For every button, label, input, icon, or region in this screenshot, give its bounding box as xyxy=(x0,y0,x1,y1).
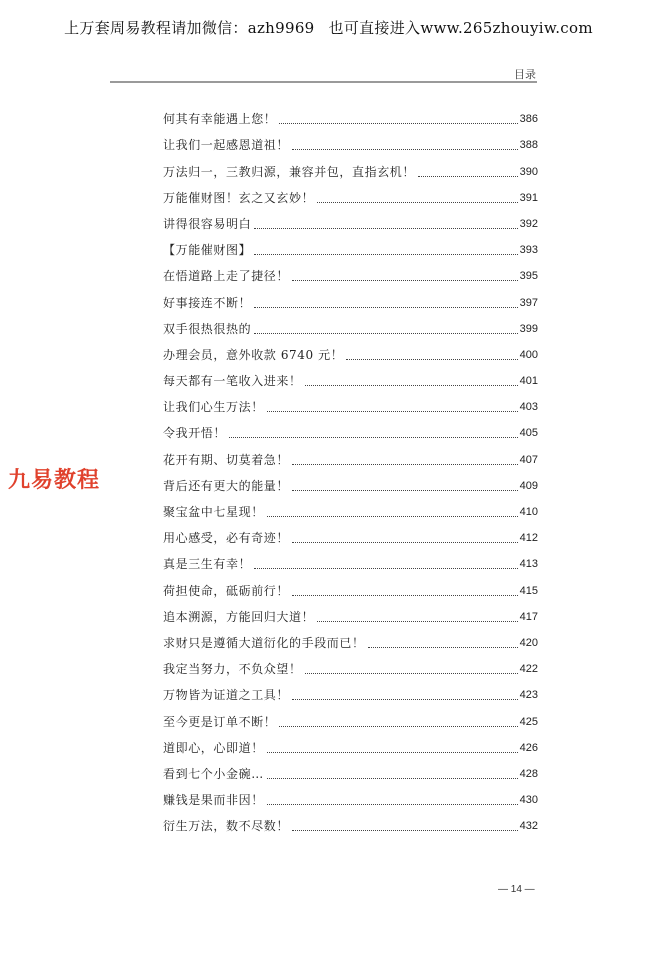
banner-wechat-text: 上万套周易教程请加微信：azh9969 xyxy=(64,19,315,37)
toc-dot-leader xyxy=(292,698,518,700)
toc-entry-title: 求财只是遵循大道衍化的手段而已！ xyxy=(163,635,365,650)
toc-entry-page-number: 423 xyxy=(519,689,538,702)
toc-entry[interactable] xyxy=(163,782,538,808)
watermark-text: 九易教程 xyxy=(8,468,101,493)
toc-entry-page-number: 399 xyxy=(519,322,538,335)
toc-entry-title: 【万能催财图】 xyxy=(163,243,252,258)
toc-entry-page-number: 413 xyxy=(519,558,538,571)
page-number: — 14 — xyxy=(498,884,535,895)
toc-dot-leader xyxy=(267,515,518,517)
toc-entry-page-number: 388 xyxy=(519,139,538,152)
toc-entry-title: 万法归一，三教归源，兼容并包，直指玄机！ xyxy=(163,164,416,179)
toc-dot-leader xyxy=(305,384,518,386)
toc-entry[interactable] xyxy=(163,468,538,494)
toc-entry-title: 讲得很容易明白 xyxy=(163,216,252,231)
toc-entry-page-number: 391 xyxy=(519,191,538,204)
toc-entry-title: 让我们一起感恩道祖！ xyxy=(163,138,290,153)
toc-entry-title: 好事接连不断！ xyxy=(163,295,252,310)
toc-entry[interactable] xyxy=(163,572,538,598)
toc-entry-page-number: 412 xyxy=(519,532,538,545)
toc-entry[interactable] xyxy=(163,127,538,153)
toc-entry[interactable] xyxy=(163,494,538,520)
toc-dot-leader xyxy=(254,567,517,569)
toc-dot-leader xyxy=(229,436,518,438)
toc-entry-page-number: 400 xyxy=(519,348,538,361)
toc-entry[interactable] xyxy=(163,415,538,441)
toc-entry[interactable] xyxy=(163,232,538,258)
toc-dot-leader xyxy=(267,410,518,412)
toc-entry-title: 看到七个小金碗… xyxy=(163,766,264,781)
toc-entry-title: 每天都有一笔收入进来！ xyxy=(163,374,302,389)
toc-entry-page-number: 392 xyxy=(519,217,538,230)
toc-entry-page-number: 409 xyxy=(519,479,538,492)
toc-entry-page-number: 426 xyxy=(519,741,538,754)
toc-entry[interactable] xyxy=(163,284,538,310)
toc-dot-leader xyxy=(254,227,517,229)
toc-dot-leader xyxy=(346,358,517,360)
toc-dot-leader xyxy=(292,541,518,543)
toc-entry[interactable] xyxy=(163,153,538,179)
toc-entry[interactable] xyxy=(163,206,538,232)
table-of-contents xyxy=(163,101,538,834)
toc-dot-leader xyxy=(317,201,517,203)
toc-entry-page-number: 395 xyxy=(519,270,538,283)
toc-dot-leader xyxy=(292,148,518,150)
toc-dot-leader xyxy=(254,306,517,308)
toc-entry[interactable] xyxy=(163,599,538,625)
toc-entry-title: 道即心，心即道！ xyxy=(163,740,264,755)
toc-entry[interactable] xyxy=(163,808,538,834)
toc-entry[interactable] xyxy=(163,101,538,127)
toc-entry-page-number: 393 xyxy=(519,244,538,257)
toc-dot-leader xyxy=(267,803,518,805)
toc-entry[interactable] xyxy=(163,546,538,572)
toc-entry-title: 办理会员，意外收款 6740 元！ xyxy=(163,347,344,362)
toc-entry-title: 万能催财图！玄之又玄妙！ xyxy=(163,190,315,205)
toc-entry-page-number: 403 xyxy=(519,401,538,414)
toc-entry-title: 在悟道路上走了捷径！ xyxy=(163,269,290,284)
toc-entry[interactable] xyxy=(163,756,538,782)
toc-dot-leader xyxy=(317,620,517,622)
toc-entry[interactable] xyxy=(163,363,538,389)
toc-entry-title: 背后还有更大的能量！ xyxy=(163,478,290,493)
toc-entry-page-number: 428 xyxy=(519,767,538,780)
toc-entry[interactable] xyxy=(163,703,538,729)
toc-dot-leader xyxy=(267,751,518,753)
toc-entry-page-number: 425 xyxy=(519,715,538,728)
toc-entry-page-number: 420 xyxy=(519,636,538,649)
toc-dot-leader xyxy=(254,253,517,255)
toc-dot-leader xyxy=(279,725,517,727)
toc-entry-page-number: 390 xyxy=(519,165,538,178)
toc-entry-title: 我定当努力，不负众望！ xyxy=(163,662,302,677)
toc-entry-page-number: 410 xyxy=(519,506,538,518)
toc-entry[interactable] xyxy=(163,258,538,284)
toc-dot-leader xyxy=(292,829,518,831)
toc-entry[interactable] xyxy=(163,520,538,546)
toc-entry-page-number: 432 xyxy=(519,820,538,833)
toc-entry-title: 花开有期、切莫着急！ xyxy=(163,452,290,467)
toc-entry-title: 万物皆为证道之工具！ xyxy=(163,688,290,703)
toc-dot-leader xyxy=(267,777,518,779)
toc-entry-title: 衍生万法，数不尽数！ xyxy=(163,819,290,834)
toc-entry[interactable] xyxy=(163,730,538,756)
toc-entry-page-number: 415 xyxy=(519,584,538,597)
toc-dot-leader xyxy=(292,279,518,281)
toc-entry-page-number: 422 xyxy=(519,663,538,676)
toc-entry-title: 聚宝盆中七星现！ xyxy=(163,505,264,519)
toc-dot-leader xyxy=(279,122,517,124)
toc-entry-title: 用心感受，必有奇迹！ xyxy=(163,531,290,546)
toc-entry[interactable] xyxy=(163,337,538,363)
banner-website-text: 也可直接进入www.265zhouyiw.com xyxy=(328,19,593,37)
toc-dot-leader xyxy=(368,646,518,648)
toc-entry-page-number: 401 xyxy=(519,375,538,388)
toc-entry-page-number: 405 xyxy=(519,427,538,440)
toc-dot-leader xyxy=(254,332,517,334)
header-rule xyxy=(110,81,537,83)
toc-dot-leader xyxy=(292,489,518,491)
toc-entry-title: 荷担使命，砥砺前行！ xyxy=(163,583,290,598)
toc-entry-title: 至今更是订单不断！ xyxy=(163,714,277,729)
toc-dot-leader xyxy=(305,672,518,674)
toc-dot-leader xyxy=(292,463,518,465)
toc-entry-page-number: 407 xyxy=(519,453,538,466)
toc-dot-leader xyxy=(418,175,518,177)
toc-entry-page-number: 397 xyxy=(519,296,538,309)
toc-entry-title: 何其有幸能遇上您！ xyxy=(163,112,277,127)
toc-entry-title: 双手很热很热的 xyxy=(163,321,252,336)
toc-entry-title: 令我开悟！ xyxy=(163,426,227,441)
toc-entry-title: 赚钱是果而非因！ xyxy=(163,793,264,808)
toc-entry-page-number: 430 xyxy=(519,794,538,807)
toc-entry[interactable] xyxy=(163,180,538,206)
toc-entry-title: 真是三生有幸！ xyxy=(163,557,252,572)
toc-entry-title: 让我们心生万法！ xyxy=(163,400,264,415)
toc-entry-page-number: 386 xyxy=(519,113,538,126)
toc-entry[interactable] xyxy=(163,677,538,703)
toc-entry-page-number: 417 xyxy=(519,610,538,623)
toc-entry-title: 追本溯源，方能回归大道！ xyxy=(163,609,315,624)
toc-entry[interactable] xyxy=(163,311,538,337)
toc-entry[interactable] xyxy=(163,441,538,467)
toc-entry[interactable] xyxy=(163,651,538,677)
top-banner xyxy=(0,17,657,38)
toc-entry[interactable] xyxy=(163,625,538,651)
toc-dot-leader xyxy=(292,594,518,596)
toc-entry[interactable] xyxy=(163,389,538,415)
running-header-title: 目录 xyxy=(514,68,536,81)
